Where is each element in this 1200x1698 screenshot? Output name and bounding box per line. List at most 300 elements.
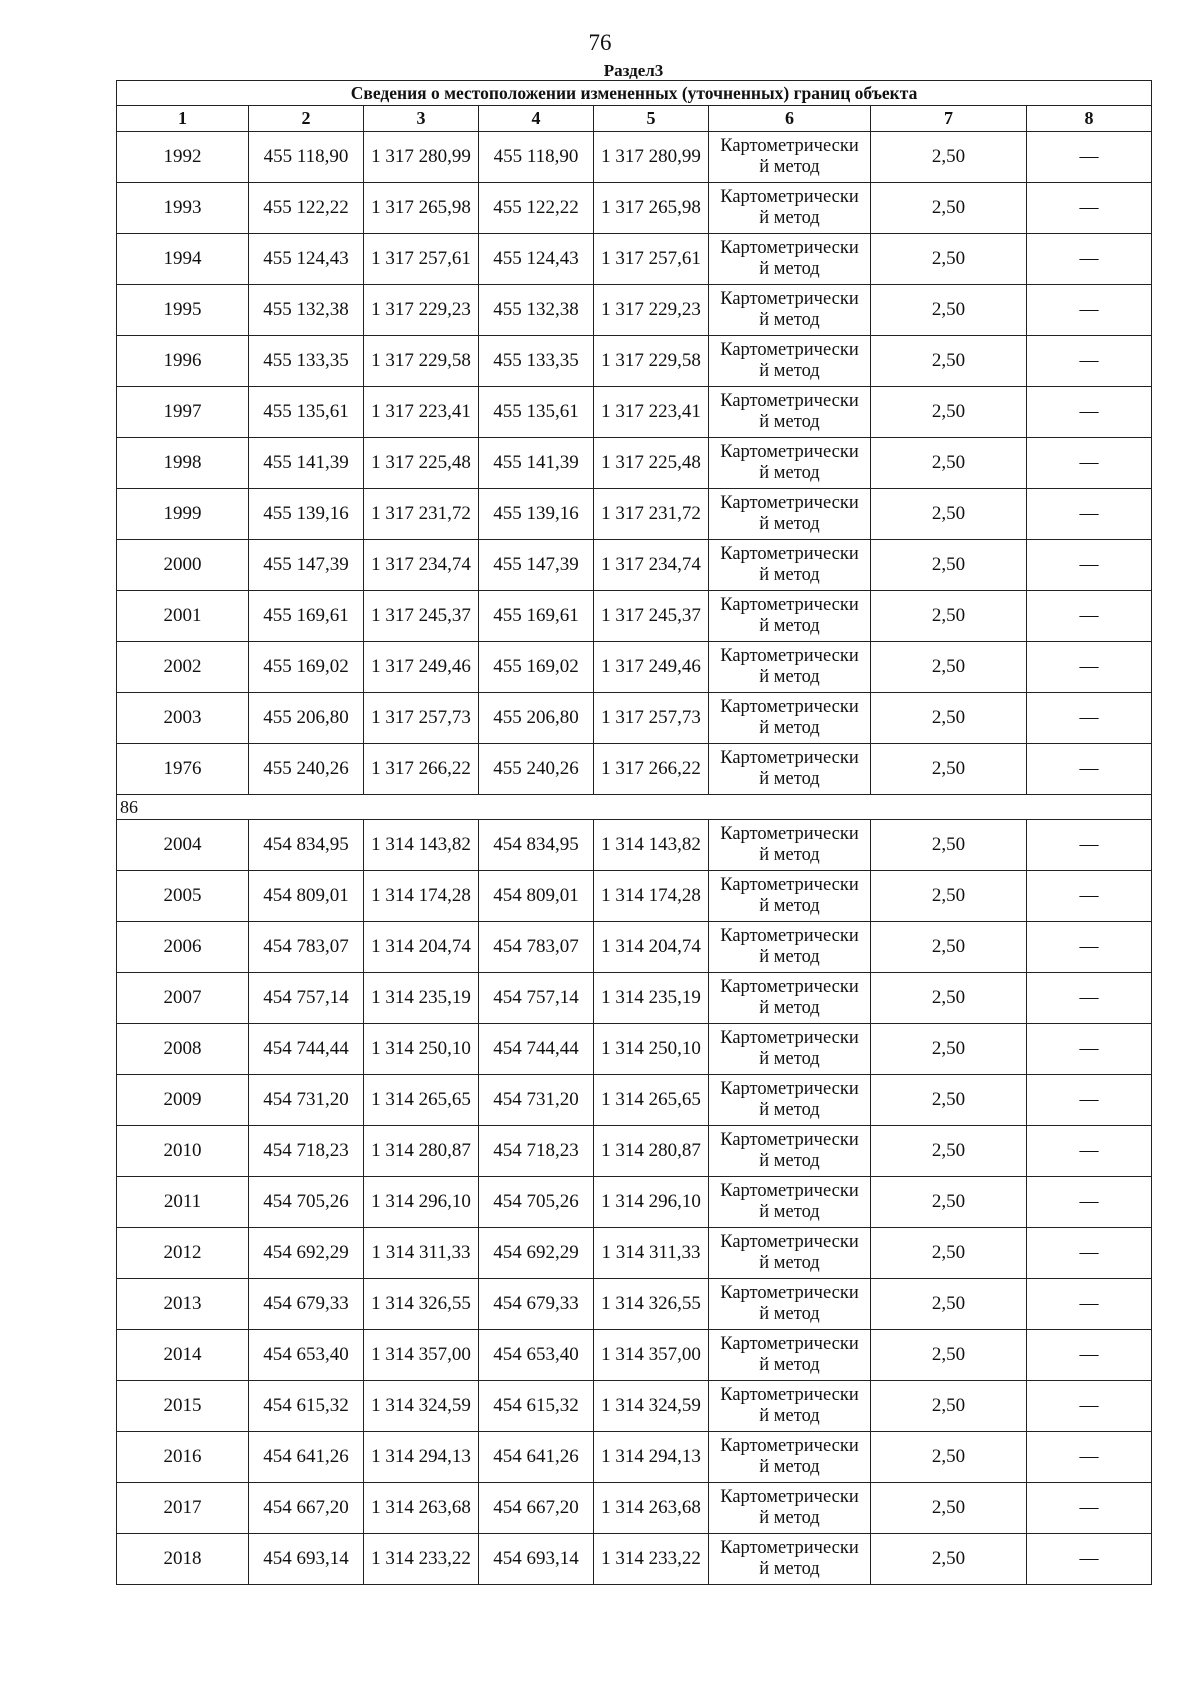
method-line: Картометрически: [720, 442, 859, 462]
accuracy-cell: 2,50: [871, 973, 1027, 1024]
note-cell: —: [1027, 1483, 1152, 1534]
column-header: 8: [1027, 106, 1152, 132]
note-cell: —: [1027, 820, 1152, 871]
y-coordinate-cell: 1 314 235,19: [364, 973, 479, 1024]
point-number-cell: 2018: [117, 1534, 249, 1585]
x-coordinate-cell: 454 692,29: [249, 1228, 364, 1279]
group-label: 86: [117, 795, 1152, 820]
x-coordinate-cell: 454 667,20: [479, 1483, 594, 1534]
x-coordinate-cell: 455 240,26: [479, 744, 594, 795]
table-row: [117, 438, 1152, 489]
y-coordinate-cell: 1 314 174,28: [594, 871, 709, 922]
table-row: [117, 1483, 1152, 1534]
note-cell: —: [1027, 285, 1152, 336]
note-cell: —: [1027, 489, 1152, 540]
method-line: Картометрически: [720, 875, 859, 895]
accuracy-cell: 2,50: [871, 1381, 1027, 1432]
note-cell: —: [1027, 1075, 1152, 1126]
x-coordinate-cell: 454 731,20: [249, 1075, 364, 1126]
method-cell: [709, 1534, 871, 1585]
method-line: Картометрически: [720, 1283, 859, 1303]
y-coordinate-cell: 1 314 204,74: [364, 922, 479, 973]
point-number-cell: 2007: [117, 973, 249, 1024]
y-coordinate-cell: 1 317 266,22: [364, 744, 479, 795]
table-row: [117, 234, 1152, 285]
accuracy-cell: 2,50: [871, 438, 1027, 489]
y-coordinate-cell: 1 314 280,87: [594, 1126, 709, 1177]
x-coordinate-cell: 455 169,02: [249, 642, 364, 693]
table-row: [117, 489, 1152, 540]
x-coordinate-cell: 455 118,90: [249, 132, 364, 183]
method-line: й метод: [759, 1304, 820, 1324]
y-coordinate-cell: 1 314 233,22: [594, 1534, 709, 1585]
x-coordinate-cell: 454 693,14: [249, 1534, 364, 1585]
y-coordinate-cell: 1 314 263,68: [364, 1483, 479, 1534]
note-cell: —: [1027, 1381, 1152, 1432]
x-coordinate-cell: 454 731,20: [479, 1075, 594, 1126]
y-coordinate-cell: 1 317 223,41: [364, 387, 479, 438]
table-row: [117, 1381, 1152, 1432]
y-coordinate-cell: 1 314 294,13: [594, 1432, 709, 1483]
x-coordinate-cell: 454 757,14: [479, 973, 594, 1024]
point-number-cell: 1994: [117, 234, 249, 285]
point-number-cell: 2017: [117, 1483, 249, 1534]
note-cell: —: [1027, 1534, 1152, 1585]
accuracy-cell: 2,50: [871, 871, 1027, 922]
y-coordinate-cell: 1 317 249,46: [594, 642, 709, 693]
y-coordinate-cell: 1 314 280,87: [364, 1126, 479, 1177]
y-coordinate-cell: 1 314 233,22: [364, 1534, 479, 1585]
x-coordinate-cell: 454 705,26: [249, 1177, 364, 1228]
table-row: [117, 336, 1152, 387]
column-header: 7: [871, 106, 1027, 132]
x-coordinate-cell: 455 206,80: [249, 693, 364, 744]
note-cell: —: [1027, 591, 1152, 642]
point-number-cell: 2015: [117, 1381, 249, 1432]
method-line: Картометрически: [720, 926, 859, 946]
method-cell: [709, 693, 871, 744]
table-row: [117, 1432, 1152, 1483]
document-sheet: [116, 62, 1151, 1585]
accuracy-cell: 2,50: [871, 1075, 1027, 1126]
x-coordinate-cell: 454 641,26: [479, 1432, 594, 1483]
table-row: [117, 132, 1152, 183]
method-line: Картометрически: [720, 493, 859, 513]
x-coordinate-cell: 454 692,29: [479, 1228, 594, 1279]
x-coordinate-cell: 454 834,95: [479, 820, 594, 871]
accuracy-cell: 2,50: [871, 1483, 1027, 1534]
x-coordinate-cell: 454 615,32: [479, 1381, 594, 1432]
method-line: Картометрически: [720, 187, 859, 207]
method-line: Картометрически: [720, 238, 859, 258]
y-coordinate-cell: 1 317 225,48: [594, 438, 709, 489]
x-coordinate-cell: 455 169,61: [249, 591, 364, 642]
x-coordinate-cell: 454 653,40: [479, 1330, 594, 1381]
method-cell: [709, 1330, 871, 1381]
method-line: й метод: [759, 1253, 820, 1273]
point-number-cell: 2006: [117, 922, 249, 973]
column-header: 5: [594, 106, 709, 132]
point-number-cell: 2010: [117, 1126, 249, 1177]
table-row: [117, 922, 1152, 973]
method-line: Картометрически: [720, 1181, 859, 1201]
method-cell: [709, 922, 871, 973]
method-line: й метод: [759, 208, 820, 228]
table-row: [117, 693, 1152, 744]
method-line: й метод: [759, 667, 820, 687]
method-cell: [709, 1381, 871, 1432]
note-cell: —: [1027, 1279, 1152, 1330]
table-row: [117, 1177, 1152, 1228]
point-number-cell: 2008: [117, 1024, 249, 1075]
table-title: Сведения о местоположении измененных (уточненных) границ объекта: [117, 81, 1152, 106]
point-number-cell: 2003: [117, 693, 249, 744]
y-coordinate-cell: 1 314 296,10: [364, 1177, 479, 1228]
table-row: [117, 1075, 1152, 1126]
method-line: Картометрически: [720, 697, 859, 717]
point-number-cell: 1999: [117, 489, 249, 540]
y-coordinate-cell: 1 314 204,74: [594, 922, 709, 973]
method-line: Картометрически: [720, 1079, 859, 1099]
note-cell: —: [1027, 1126, 1152, 1177]
table-row: [117, 973, 1152, 1024]
method-line: Картометрически: [720, 340, 859, 360]
method-line: й метод: [759, 1100, 820, 1120]
y-coordinate-cell: 1 317 249,46: [364, 642, 479, 693]
y-coordinate-cell: 1 317 245,37: [594, 591, 709, 642]
method-cell: [709, 336, 871, 387]
method-cell: [709, 1126, 871, 1177]
x-coordinate-cell: 454 705,26: [479, 1177, 594, 1228]
method-cell: [709, 591, 871, 642]
table-row: [117, 820, 1152, 871]
x-coordinate-cell: 455 118,90: [479, 132, 594, 183]
note-cell: —: [1027, 744, 1152, 795]
y-coordinate-cell: 1 314 263,68: [594, 1483, 709, 1534]
method-line: й метод: [759, 565, 820, 585]
method-cell: [709, 489, 871, 540]
method-cell: [709, 1279, 871, 1330]
method-cell: [709, 820, 871, 871]
method-cell: [709, 1177, 871, 1228]
method-cell: [709, 1228, 871, 1279]
y-coordinate-cell: 1 317 257,73: [594, 693, 709, 744]
note-cell: —: [1027, 183, 1152, 234]
method-line: й метод: [759, 1559, 820, 1579]
note-cell: —: [1027, 1228, 1152, 1279]
table-row: [117, 1228, 1152, 1279]
table-row: [117, 1330, 1152, 1381]
table-row: [117, 285, 1152, 336]
method-line: Картометрически: [720, 1028, 859, 1048]
accuracy-cell: 2,50: [871, 387, 1027, 438]
y-coordinate-cell: 1 317 257,61: [364, 234, 479, 285]
y-coordinate-cell: 1 317 229,58: [364, 336, 479, 387]
accuracy-cell: 2,50: [871, 132, 1027, 183]
column-header: 2: [249, 106, 364, 132]
y-coordinate-cell: 1 317 257,61: [594, 234, 709, 285]
note-cell: —: [1027, 871, 1152, 922]
point-number-cell: 2004: [117, 820, 249, 871]
y-coordinate-cell: 1 314 357,00: [594, 1330, 709, 1381]
y-coordinate-cell: 1 314 265,65: [594, 1075, 709, 1126]
x-coordinate-cell: 455 122,22: [249, 183, 364, 234]
table-row: [117, 1534, 1152, 1585]
accuracy-cell: 2,50: [871, 1330, 1027, 1381]
column-header: 6: [709, 106, 871, 132]
method-line: й метод: [759, 896, 820, 916]
x-coordinate-cell: 454 783,07: [249, 922, 364, 973]
accuracy-cell: 2,50: [871, 693, 1027, 744]
y-coordinate-cell: 1 317 229,58: [594, 336, 709, 387]
method-cell: [709, 234, 871, 285]
y-coordinate-cell: 1 314 326,55: [364, 1279, 479, 1330]
method-line: Картометрически: [720, 1436, 859, 1456]
method-line: й метод: [759, 514, 820, 534]
x-coordinate-cell: 454 744,44: [249, 1024, 364, 1075]
point-number-cell: 1997: [117, 387, 249, 438]
boundary-coordinates-table: [116, 80, 1152, 1585]
y-coordinate-cell: 1 317 234,74: [594, 540, 709, 591]
y-coordinate-cell: 1 314 143,82: [364, 820, 479, 871]
method-line: й метод: [759, 845, 820, 865]
y-coordinate-cell: 1 317 229,23: [364, 285, 479, 336]
accuracy-cell: 2,50: [871, 1432, 1027, 1483]
note-cell: —: [1027, 1177, 1152, 1228]
note-cell: —: [1027, 922, 1152, 973]
y-coordinate-cell: 1 317 223,41: [594, 387, 709, 438]
x-coordinate-cell: 454 641,26: [249, 1432, 364, 1483]
y-coordinate-cell: 1 314 311,33: [364, 1228, 479, 1279]
x-coordinate-cell: 455 240,26: [249, 744, 364, 795]
group-row: [117, 795, 1152, 820]
point-number-cell: 1993: [117, 183, 249, 234]
method-line: й метод: [759, 1355, 820, 1375]
method-line: Картометрически: [720, 595, 859, 615]
x-coordinate-cell: 455 133,35: [479, 336, 594, 387]
point-number-cell: 2002: [117, 642, 249, 693]
method-line: Картометрически: [720, 1130, 859, 1150]
y-coordinate-cell: 1 314 357,00: [364, 1330, 479, 1381]
point-number-cell: 1976: [117, 744, 249, 795]
x-coordinate-cell: 455 139,16: [479, 489, 594, 540]
accuracy-cell: 2,50: [871, 744, 1027, 795]
x-coordinate-cell: 454 615,32: [249, 1381, 364, 1432]
method-line: Картометрически: [720, 1334, 859, 1354]
method-line: й метод: [759, 1457, 820, 1477]
accuracy-cell: 2,50: [871, 1534, 1027, 1585]
table-body: [117, 81, 1152, 1585]
method-cell: [709, 871, 871, 922]
method-line: Картометрически: [720, 748, 859, 768]
method-line: й метод: [759, 1406, 820, 1426]
y-coordinate-cell: 1 317 245,37: [364, 591, 479, 642]
y-coordinate-cell: 1 317 265,98: [594, 183, 709, 234]
x-coordinate-cell: 455 122,22: [479, 183, 594, 234]
column-header: 4: [479, 106, 594, 132]
point-number-cell: 2016: [117, 1432, 249, 1483]
x-coordinate-cell: 455 132,38: [479, 285, 594, 336]
note-cell: —: [1027, 438, 1152, 489]
y-coordinate-cell: 1 317 266,22: [594, 744, 709, 795]
accuracy-cell: 2,50: [871, 1279, 1027, 1330]
y-coordinate-cell: 1 314 265,65: [364, 1075, 479, 1126]
x-coordinate-cell: 454 834,95: [249, 820, 364, 871]
method-line: Картометрически: [720, 544, 859, 564]
accuracy-cell: 2,50: [871, 642, 1027, 693]
y-coordinate-cell: 1 317 280,99: [594, 132, 709, 183]
x-coordinate-cell: 455 206,80: [479, 693, 594, 744]
accuracy-cell: 2,50: [871, 591, 1027, 642]
table-row: [117, 642, 1152, 693]
method-line: й метод: [759, 157, 820, 177]
x-coordinate-cell: 454 693,14: [479, 1534, 594, 1585]
method-line: Картометрически: [720, 136, 859, 156]
table-row: [117, 1279, 1152, 1330]
x-coordinate-cell: 455 147,39: [479, 540, 594, 591]
point-number-cell: 2001: [117, 591, 249, 642]
accuracy-cell: 2,50: [871, 285, 1027, 336]
note-cell: —: [1027, 642, 1152, 693]
note-cell: —: [1027, 1024, 1152, 1075]
point-number-cell: 2000: [117, 540, 249, 591]
note-cell: —: [1027, 132, 1152, 183]
y-coordinate-cell: 1 317 231,72: [364, 489, 479, 540]
table-row: [117, 387, 1152, 438]
note-cell: —: [1027, 1330, 1152, 1381]
note-cell: —: [1027, 693, 1152, 744]
accuracy-cell: 2,50: [871, 540, 1027, 591]
y-coordinate-cell: 1 314 324,59: [594, 1381, 709, 1432]
method-line: Картометрически: [720, 289, 859, 309]
method-cell: [709, 973, 871, 1024]
method-line: й метод: [759, 412, 820, 432]
note-cell: —: [1027, 234, 1152, 285]
method-line: й метод: [759, 463, 820, 483]
accuracy-cell: 2,50: [871, 1177, 1027, 1228]
y-coordinate-cell: 1 314 143,82: [594, 820, 709, 871]
method-cell: [709, 183, 871, 234]
x-coordinate-cell: 455 139,16: [249, 489, 364, 540]
method-line: й метод: [759, 1202, 820, 1222]
method-cell: [709, 540, 871, 591]
y-coordinate-cell: 1 314 174,28: [364, 871, 479, 922]
x-coordinate-cell: 454 679,33: [479, 1279, 594, 1330]
method-line: Картометрически: [720, 977, 859, 997]
x-coordinate-cell: 455 135,61: [479, 387, 594, 438]
x-coordinate-cell: 454 809,01: [479, 871, 594, 922]
x-coordinate-cell: 454 783,07: [479, 922, 594, 973]
note-cell: —: [1027, 387, 1152, 438]
x-coordinate-cell: 455 133,35: [249, 336, 364, 387]
accuracy-cell: 2,50: [871, 1228, 1027, 1279]
x-coordinate-cell: 454 667,20: [249, 1483, 364, 1534]
method-cell: [709, 132, 871, 183]
point-number-cell: 1998: [117, 438, 249, 489]
table-row: [117, 1024, 1152, 1075]
method-line: Картометрически: [720, 1538, 859, 1558]
method-line: й метод: [759, 947, 820, 967]
point-number-cell: 1995: [117, 285, 249, 336]
table-row: [117, 591, 1152, 642]
method-line: й метод: [759, 1049, 820, 1069]
method-line: й метод: [759, 616, 820, 636]
y-coordinate-cell: 1 314 235,19: [594, 973, 709, 1024]
column-header: 1: [117, 106, 249, 132]
y-coordinate-cell: 1 317 257,73: [364, 693, 479, 744]
y-coordinate-cell: 1 317 265,98: [364, 183, 479, 234]
note-cell: —: [1027, 973, 1152, 1024]
y-coordinate-cell: 1 314 250,10: [364, 1024, 479, 1075]
point-number-cell: 2009: [117, 1075, 249, 1126]
x-coordinate-cell: 454 809,01: [249, 871, 364, 922]
method-line: Картометрически: [720, 391, 859, 411]
accuracy-cell: 2,50: [871, 336, 1027, 387]
column-header: 3: [364, 106, 479, 132]
accuracy-cell: 2,50: [871, 234, 1027, 285]
method-line: й метод: [759, 718, 820, 738]
method-line: й метод: [759, 361, 820, 381]
method-line: й метод: [759, 259, 820, 279]
y-coordinate-cell: 1 317 229,23: [594, 285, 709, 336]
method-line: й метод: [759, 998, 820, 1018]
x-coordinate-cell: 455 147,39: [249, 540, 364, 591]
x-coordinate-cell: 454 653,40: [249, 1330, 364, 1381]
x-coordinate-cell: 454 744,44: [479, 1024, 594, 1075]
note-cell: —: [1027, 1432, 1152, 1483]
note-cell: —: [1027, 540, 1152, 591]
y-coordinate-cell: 1 317 234,74: [364, 540, 479, 591]
method-cell: [709, 387, 871, 438]
x-coordinate-cell: 455 124,43: [479, 234, 594, 285]
method-line: й метод: [759, 1508, 820, 1528]
method-line: Картометрически: [720, 1487, 859, 1507]
point-number-cell: 2011: [117, 1177, 249, 1228]
page-number: 76: [588, 30, 612, 55]
method-cell: [709, 642, 871, 693]
method-line: Картометрически: [720, 1385, 859, 1405]
x-coordinate-cell: 454 718,23: [249, 1126, 364, 1177]
table-row: [117, 540, 1152, 591]
y-coordinate-cell: 1 314 296,10: [594, 1177, 709, 1228]
accuracy-cell: 2,50: [871, 820, 1027, 871]
method-cell: [709, 1075, 871, 1126]
point-number-cell: 2012: [117, 1228, 249, 1279]
x-coordinate-cell: 455 169,61: [479, 591, 594, 642]
method-line: й метод: [759, 310, 820, 330]
y-coordinate-cell: 1 314 324,59: [364, 1381, 479, 1432]
x-coordinate-cell: 455 124,43: [249, 234, 364, 285]
table-row: [117, 1126, 1152, 1177]
y-coordinate-cell: 1 314 250,10: [594, 1024, 709, 1075]
method-cell: [709, 1024, 871, 1075]
point-number-cell: 2005: [117, 871, 249, 922]
y-coordinate-cell: 1 317 231,72: [594, 489, 709, 540]
accuracy-cell: 2,50: [871, 922, 1027, 973]
note-cell: —: [1027, 336, 1152, 387]
method-line: Картометрически: [720, 1232, 859, 1252]
table-row: [117, 871, 1152, 922]
column-number-row: [117, 106, 1152, 132]
x-coordinate-cell: 455 141,39: [249, 438, 364, 489]
point-number-cell: 2014: [117, 1330, 249, 1381]
accuracy-cell: 2,50: [871, 1126, 1027, 1177]
accuracy-cell: 2,50: [871, 183, 1027, 234]
point-number-cell: 2013: [117, 1279, 249, 1330]
x-coordinate-cell: 455 169,02: [479, 642, 594, 693]
table-title-row: [117, 81, 1152, 106]
x-coordinate-cell: 454 718,23: [479, 1126, 594, 1177]
